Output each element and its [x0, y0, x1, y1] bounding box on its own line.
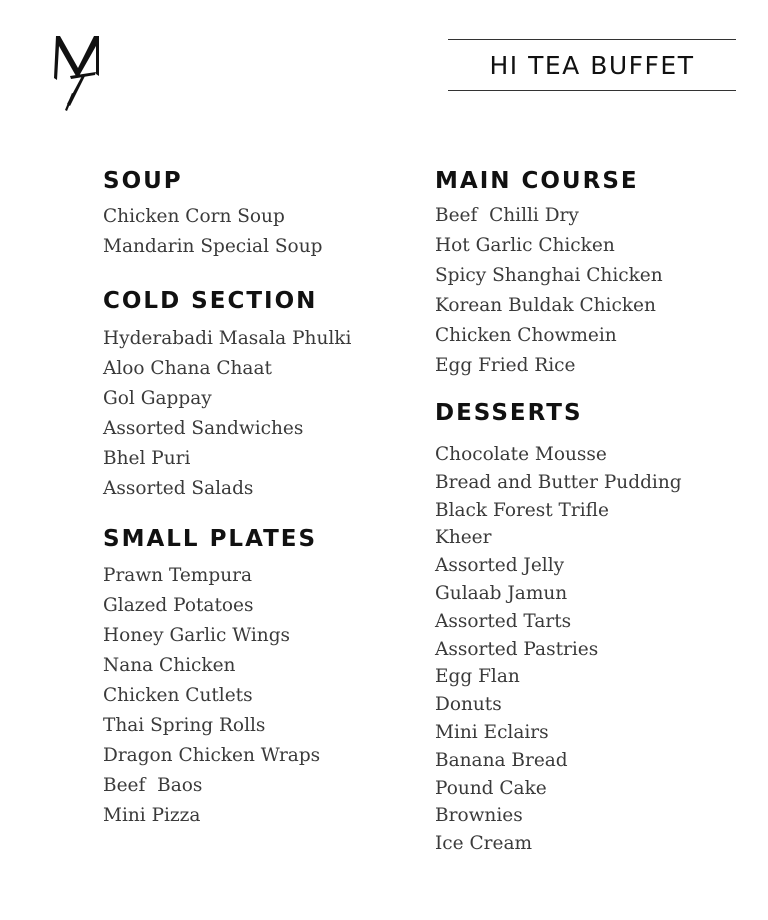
desserts-list: [435, 441, 682, 858]
menu-title: HI TEA BUFFET: [489, 50, 695, 80]
menu-item: Banana Bread: [435, 749, 568, 771]
menu-item: Assorted Tarts: [435, 610, 572, 632]
menu-item: Thai Spring Rolls: [103, 715, 266, 736]
menu-item: Pound Cake: [435, 777, 547, 799]
section-small-plates: [103, 524, 320, 831]
mf-monogram-logo: [50, 30, 106, 112]
menu-item: Assorted Sandwiches: [103, 418, 304, 439]
menu-item: Aloo Chana Chaat: [103, 358, 272, 379]
menu-title-banner: [448, 39, 736, 91]
menu-item: Bread and Butter Pudding: [435, 471, 682, 493]
section-heading-soup: SOUP: [103, 168, 183, 194]
menu-item: Chocolate Mousse: [435, 444, 607, 465]
main-course-list: [435, 201, 663, 381]
menu-item: Kheer: [435, 527, 492, 549]
menu-item: Ice Cream: [435, 833, 533, 855]
menu-item: Mandarin Special Soup: [103, 236, 323, 257]
menu-item: Mini Eclairs: [435, 721, 549, 743]
section-heading-small-plates: SMALL PLATES: [103, 526, 318, 552]
menu-item: Spicy Shanghai Chicken: [435, 265, 663, 286]
soup-list: [103, 202, 322, 262]
menu-item: Hyderabadi Masala Phulki: [103, 328, 352, 349]
small-plates-list: [103, 561, 320, 831]
menu-item: Assorted Salads: [103, 478, 254, 499]
cold-section-list: [103, 324, 351, 504]
section-heading-main-course: MAIN COURSE: [435, 168, 639, 194]
menu-item: Honey Garlic Wings: [103, 625, 291, 646]
menu-item: Dragon Chicken Wraps: [103, 745, 321, 766]
menu-item: Mini Pizza: [103, 805, 201, 826]
menu-item: Gol Gappay: [103, 388, 212, 409]
menu-item: Donuts: [435, 694, 502, 716]
menu-item: Chicken Chowmein: [435, 325, 617, 346]
menu-item: Korean Buldak Chicken: [435, 295, 656, 316]
menu-item: Gulaab Jamun: [435, 582, 568, 604]
menu-item: Prawn Tempura: [103, 565, 252, 586]
menu-item: Beef Baos: [103, 775, 203, 796]
menu-item: Assorted Jelly: [435, 555, 565, 577]
menu-item: Egg Fried Rice: [435, 355, 576, 376]
menu-item: Hot Garlic Chicken: [435, 235, 615, 256]
menu-item: Assorted Pastries: [435, 638, 599, 660]
menu-item: Nana Chicken: [103, 655, 236, 676]
section-soup: [103, 166, 322, 262]
menu-item: Brownies: [435, 805, 523, 827]
menu-item: Egg Flan: [435, 666, 520, 688]
section-desserts: [435, 398, 682, 858]
menu-item: Chicken Cutlets: [103, 685, 253, 706]
menu-item: Glazed Potatoes: [103, 595, 254, 616]
menu-item: Black Forest Trifle: [435, 499, 609, 521]
section-main-course: [435, 166, 663, 381]
section-heading-cold: COLD SECTION: [103, 288, 318, 314]
menu-item: Beef Chilli Dry: [435, 205, 579, 226]
section-cold: [103, 286, 351, 504]
menu-item: Bhel Puri: [103, 448, 191, 469]
section-heading-desserts: DESSERTS: [435, 400, 583, 426]
menu-item: Chicken Corn Soup: [103, 206, 285, 227]
